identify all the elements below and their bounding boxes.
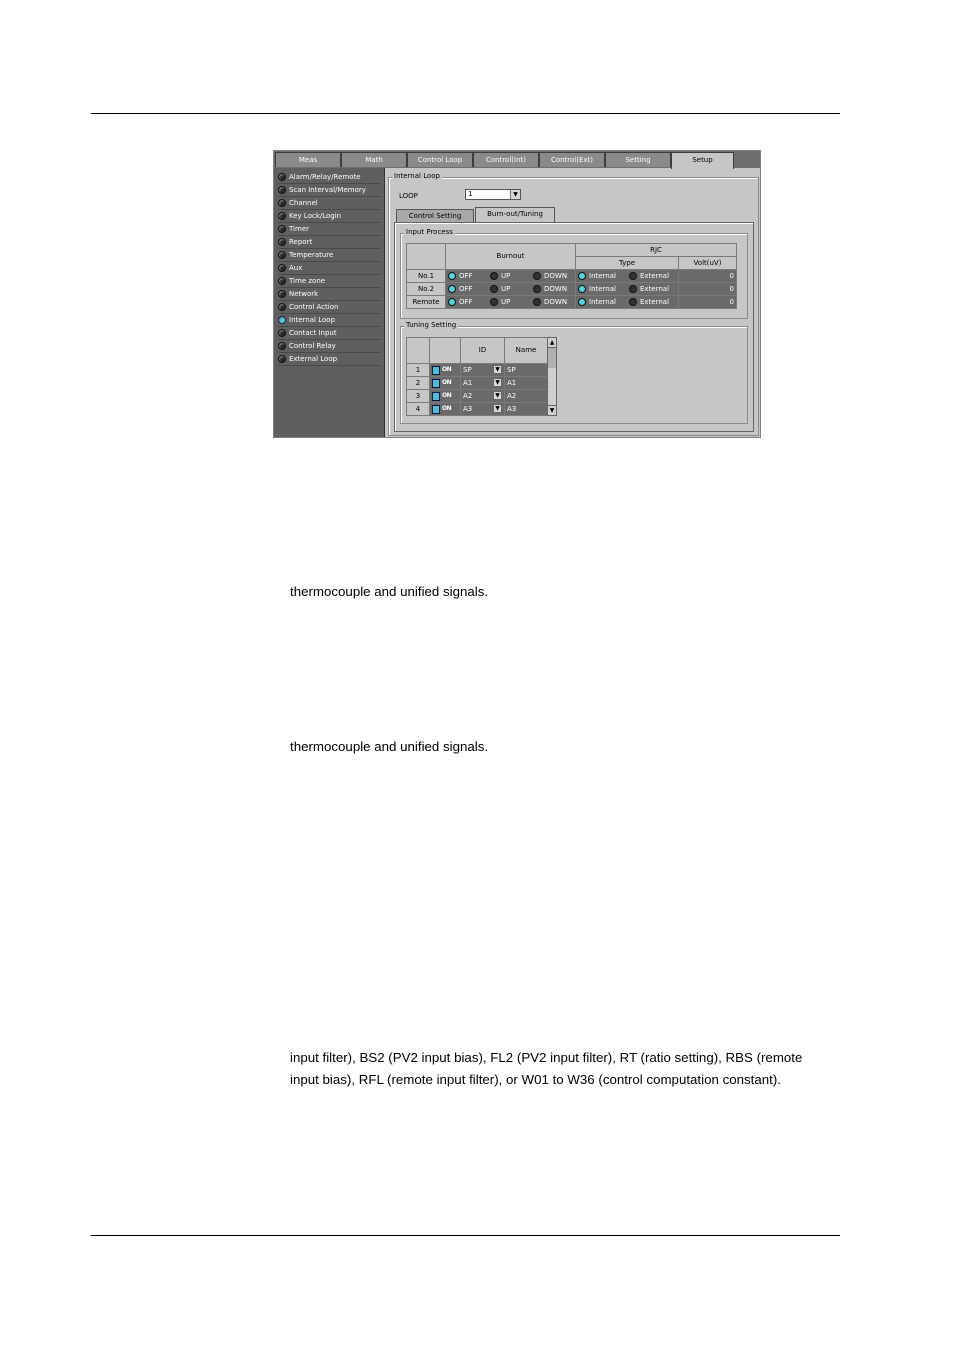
sidebar-item-label: Channel — [289, 199, 318, 207]
doc-paragraph-1: thermocouple and unified signals. — [290, 584, 489, 599]
rjc-type-option-internal[interactable] — [578, 283, 616, 295]
scroll-thumb[interactable] — [548, 348, 556, 368]
burnout-radio-group — [445, 295, 576, 309]
sidebar-item-label: Timer — [289, 225, 310, 233]
onoff-label: ON — [442, 405, 452, 412]
chevron-down-icon[interactable]: ▼ — [493, 378, 502, 387]
radio-label: UP — [501, 298, 511, 306]
tuning-name-header — [504, 337, 548, 364]
burnout-option-up[interactable] — [490, 283, 510, 295]
sidebar-item-label: Time zone — [289, 277, 326, 285]
tuning-name-field[interactable]: A2 — [504, 389, 548, 403]
tuning-onoff-toggle[interactable] — [429, 363, 461, 377]
radio-label: External — [640, 272, 670, 280]
rjc-type-option-internal[interactable] — [578, 296, 616, 308]
scroll-down-icon[interactable]: ▼ — [549, 407, 555, 414]
radio-icon[interactable] — [578, 272, 586, 280]
sidebar-item-timer[interactable] — [278, 223, 381, 236]
tuning-id-select[interactable] — [460, 363, 505, 377]
radio-label: OFF — [459, 285, 473, 293]
status-led-icon — [278, 290, 286, 298]
tuning-id-select[interactable] — [460, 389, 505, 403]
doc-paragraph-3-line-1: input filter), BS2 (PV2 input bias), FL2 (PV2 input filter), RT (ratio setting), RBS (remote — [290, 1050, 803, 1065]
status-led-icon — [278, 238, 286, 246]
tuning-id-value: SP — [463, 366, 472, 374]
sidebar-item-report[interactable] — [278, 236, 381, 249]
sidebar-item-label: Scan Interval/Memory — [289, 186, 366, 194]
radio-label: UP — [501, 285, 511, 293]
status-led-icon — [278, 186, 286, 194]
tab-control-setting-label: Control Setting — [408, 212, 462, 220]
tab-setup[interactable]: Setup — [671, 152, 734, 169]
tuning-row-number: 1 — [406, 363, 430, 377]
tab-control-int[interactable]: Control(Int) — [473, 152, 539, 167]
type-header-label: Type — [618, 259, 636, 267]
sidebar-item-label: Report — [289, 238, 313, 246]
loop-select-value: 1 — [468, 190, 473, 198]
sidebar-item-internal-loop[interactable] — [278, 314, 381, 327]
radio-icon[interactable] — [533, 298, 541, 306]
sidebar-item-label: Control Action — [289, 303, 339, 311]
rjc-type-option-internal[interactable] — [578, 270, 616, 282]
tuning-name-header-label: Name — [515, 346, 537, 354]
input-row-label: No.2 — [406, 282, 446, 296]
radio-icon[interactable] — [578, 285, 586, 293]
tuning-onoff-toggle[interactable] — [429, 389, 461, 403]
chevron-down-icon[interactable]: ▼ — [510, 190, 520, 199]
rjc-type-option-external[interactable] — [629, 283, 669, 295]
status-led-icon — [278, 212, 286, 220]
internal-loop-panel — [386, 170, 759, 436]
tab-meas[interactable]: Meas — [275, 152, 341, 167]
rjc-type-radio-group — [575, 269, 679, 283]
doc-paragraph-3-line-2: input bias), RFL (remote input filter), or W01 to W36 (control computation constant). — [290, 1072, 781, 1087]
sidebar-item-aux[interactable] — [278, 262, 381, 275]
sidebar-item-scan-interval-memory[interactable] — [278, 184, 381, 197]
radio-icon[interactable] — [490, 272, 498, 280]
checkbox-icon[interactable] — [432, 379, 440, 388]
volt-input[interactable]: 0 — [678, 269, 737, 283]
burnout-header-label: Burnout — [496, 252, 525, 260]
footer-rule — [91, 1235, 840, 1236]
tuning-title: Tuning Setting — [406, 321, 457, 329]
rjc-header-label: RJC — [650, 246, 662, 254]
tuning-id-select[interactable] — [460, 376, 505, 390]
tab-burnout-tuning[interactable] — [475, 207, 555, 223]
checkbox-icon[interactable] — [432, 405, 440, 414]
header-rule — [91, 113, 840, 114]
setup-window — [273, 150, 761, 438]
radio-icon[interactable] — [629, 298, 637, 306]
burnout-option-up[interactable] — [490, 270, 510, 282]
tuning-name-field[interactable]: A3 — [504, 402, 548, 416]
sidebar-item-label: Alarm/Relay/Remote — [289, 173, 361, 181]
status-led-icon — [278, 342, 286, 350]
tab-math[interactable]: Math — [341, 152, 407, 167]
setup-sidebar — [274, 168, 385, 438]
scroll-up-icon[interactable]: ▲ — [549, 339, 555, 346]
radio-icon[interactable] — [490, 298, 498, 306]
onoff-label: ON — [442, 366, 452, 373]
burnout-option-off[interactable] — [448, 283, 473, 295]
tuning-row-number: 4 — [406, 402, 430, 416]
sidebar-item-network[interactable] — [278, 288, 381, 301]
input-row-label: Remote — [406, 295, 446, 309]
radio-label: DOWN — [544, 272, 568, 280]
tab-control-setting[interactable] — [396, 209, 474, 223]
radio-label: Internal — [589, 298, 616, 306]
tab-control-loop[interactable]: Control Loop — [407, 152, 473, 167]
radio-icon[interactable] — [490, 285, 498, 293]
radio-label: External — [640, 285, 670, 293]
sidebar-item-key-lock-login[interactable] — [278, 210, 381, 223]
tuning-id-value: A1 — [463, 379, 473, 387]
rjc-header — [575, 243, 737, 257]
tuning-id-header — [460, 337, 505, 364]
volt-input[interactable]: 0 — [678, 282, 737, 296]
tab-setting[interactable]: Setting — [605, 152, 671, 167]
tuning-num-header — [406, 337, 430, 364]
chevron-down-icon[interactable]: ▼ — [493, 365, 502, 374]
sidebar-item-label: Key Lock/Login — [289, 212, 342, 220]
tuning-id-value: A3 — [463, 405, 473, 413]
radio-label: OFF — [459, 298, 473, 306]
volt-input[interactable]: 0 — [678, 295, 737, 309]
rjc-type-option-external[interactable] — [629, 296, 669, 308]
status-led-icon — [278, 316, 286, 324]
onoff-label: ON — [442, 392, 452, 399]
radio-icon[interactable] — [629, 272, 637, 280]
sidebar-item-temperature[interactable] — [278, 249, 381, 262]
status-led-icon — [278, 277, 286, 285]
status-led-icon — [278, 251, 286, 259]
rjc-type-radio-group — [575, 295, 679, 309]
tuning-onoff-header — [429, 337, 461, 364]
radio-icon[interactable] — [448, 272, 456, 280]
burnout-option-off[interactable] — [448, 270, 473, 282]
input-row-label: No.1 — [406, 269, 446, 283]
radio-icon[interactable] — [448, 298, 456, 306]
radio-icon[interactable] — [533, 272, 541, 280]
chevron-down-icon[interactable]: ▼ — [493, 391, 502, 400]
burnout-radio-group — [445, 269, 576, 283]
tuning-row-number: 2 — [406, 376, 430, 390]
sidebar-item-label: Contact Input — [289, 329, 337, 337]
tuning-id-select[interactable] — [460, 402, 505, 416]
radio-icon[interactable] — [578, 298, 586, 306]
status-led-icon — [278, 355, 286, 363]
sidebar-item-label: Aux — [289, 264, 303, 272]
tuning-id-value: A2 — [463, 392, 473, 400]
chevron-down-icon[interactable]: ▼ — [493, 404, 502, 413]
input-process-title: Input Process — [406, 228, 453, 236]
status-led-icon — [278, 199, 286, 207]
burnout-option-down[interactable] — [533, 296, 567, 308]
sidebar-item-label: Control Relay — [289, 342, 336, 350]
row-label-header — [406, 243, 446, 270]
tuning-onoff-toggle[interactable] — [429, 376, 461, 390]
sidebar-item-external-loop[interactable] — [278, 353, 381, 366]
burnout-radio-group — [445, 282, 576, 296]
type-header — [575, 256, 679, 270]
status-led-icon — [278, 264, 286, 272]
radio-label: DOWN — [544, 285, 568, 293]
internal-loop-title: Internal Loop — [394, 172, 440, 180]
radio-icon[interactable] — [629, 285, 637, 293]
radio-icon[interactable] — [448, 285, 456, 293]
sidebar-item-label: Network — [289, 290, 319, 298]
status-led-icon — [278, 173, 286, 181]
tab-burnout-tuning-label: Burn-out/Tuning — [487, 210, 543, 218]
loop-label: LOOP — [399, 192, 418, 200]
status-led-icon — [278, 303, 286, 311]
volt-header — [678, 256, 737, 270]
onoff-label: ON — [442, 379, 452, 386]
main-tab-bar — [274, 151, 760, 168]
burnout-option-down[interactable] — [533, 270, 567, 282]
burnout-option-up[interactable] — [490, 296, 510, 308]
doc-paragraph-2: thermocouple and unified signals. — [290, 739, 489, 754]
sidebar-item-contact-input[interactable] — [278, 327, 381, 340]
burnout-option-down[interactable] — [533, 283, 567, 295]
tuning-row-number: 3 — [406, 389, 430, 403]
radio-label: DOWN — [544, 298, 568, 306]
radio-label: Internal — [589, 272, 616, 280]
tuning-onoff-toggle[interactable] — [429, 402, 461, 416]
tab-control-ext[interactable]: Control(Ext) — [539, 152, 605, 167]
loop-select[interactable] — [465, 189, 521, 200]
tuning-name-field[interactable]: A1 — [504, 376, 548, 390]
radio-label: External — [640, 298, 670, 306]
status-led-icon — [278, 225, 286, 233]
radio-label: OFF — [459, 272, 473, 280]
burnout-option-off[interactable] — [448, 296, 473, 308]
burnout-header — [445, 243, 576, 270]
sidebar-item-label: Temperature — [289, 251, 334, 259]
checkbox-icon[interactable] — [432, 392, 440, 401]
sidebar-item-label: External Loop — [289, 355, 338, 363]
volt-header-label: Volt(uV) — [693, 259, 722, 267]
status-led-icon — [278, 329, 286, 337]
sidebar-item-control-relay[interactable] — [278, 340, 381, 353]
tuning-name-field[interactable]: SP — [504, 363, 548, 377]
checkbox-icon[interactable] — [432, 366, 440, 375]
sidebar-item-control-action[interactable] — [278, 301, 381, 314]
sidebar-item-label: Internal Loop — [289, 316, 335, 324]
sidebar-item-time-zone[interactable] — [278, 275, 381, 288]
tuning-scrollbar[interactable] — [547, 337, 557, 416]
tuning-id-header-label: ID — [478, 346, 487, 354]
radio-label: UP — [501, 272, 511, 280]
rjc-type-option-external[interactable] — [629, 270, 669, 282]
radio-icon[interactable] — [533, 285, 541, 293]
radio-label: Internal — [589, 285, 616, 293]
sidebar-item-alarm-relay-remote[interactable] — [278, 171, 381, 184]
rjc-type-radio-group — [575, 282, 679, 296]
sidebar-item-channel[interactable] — [278, 197, 381, 210]
